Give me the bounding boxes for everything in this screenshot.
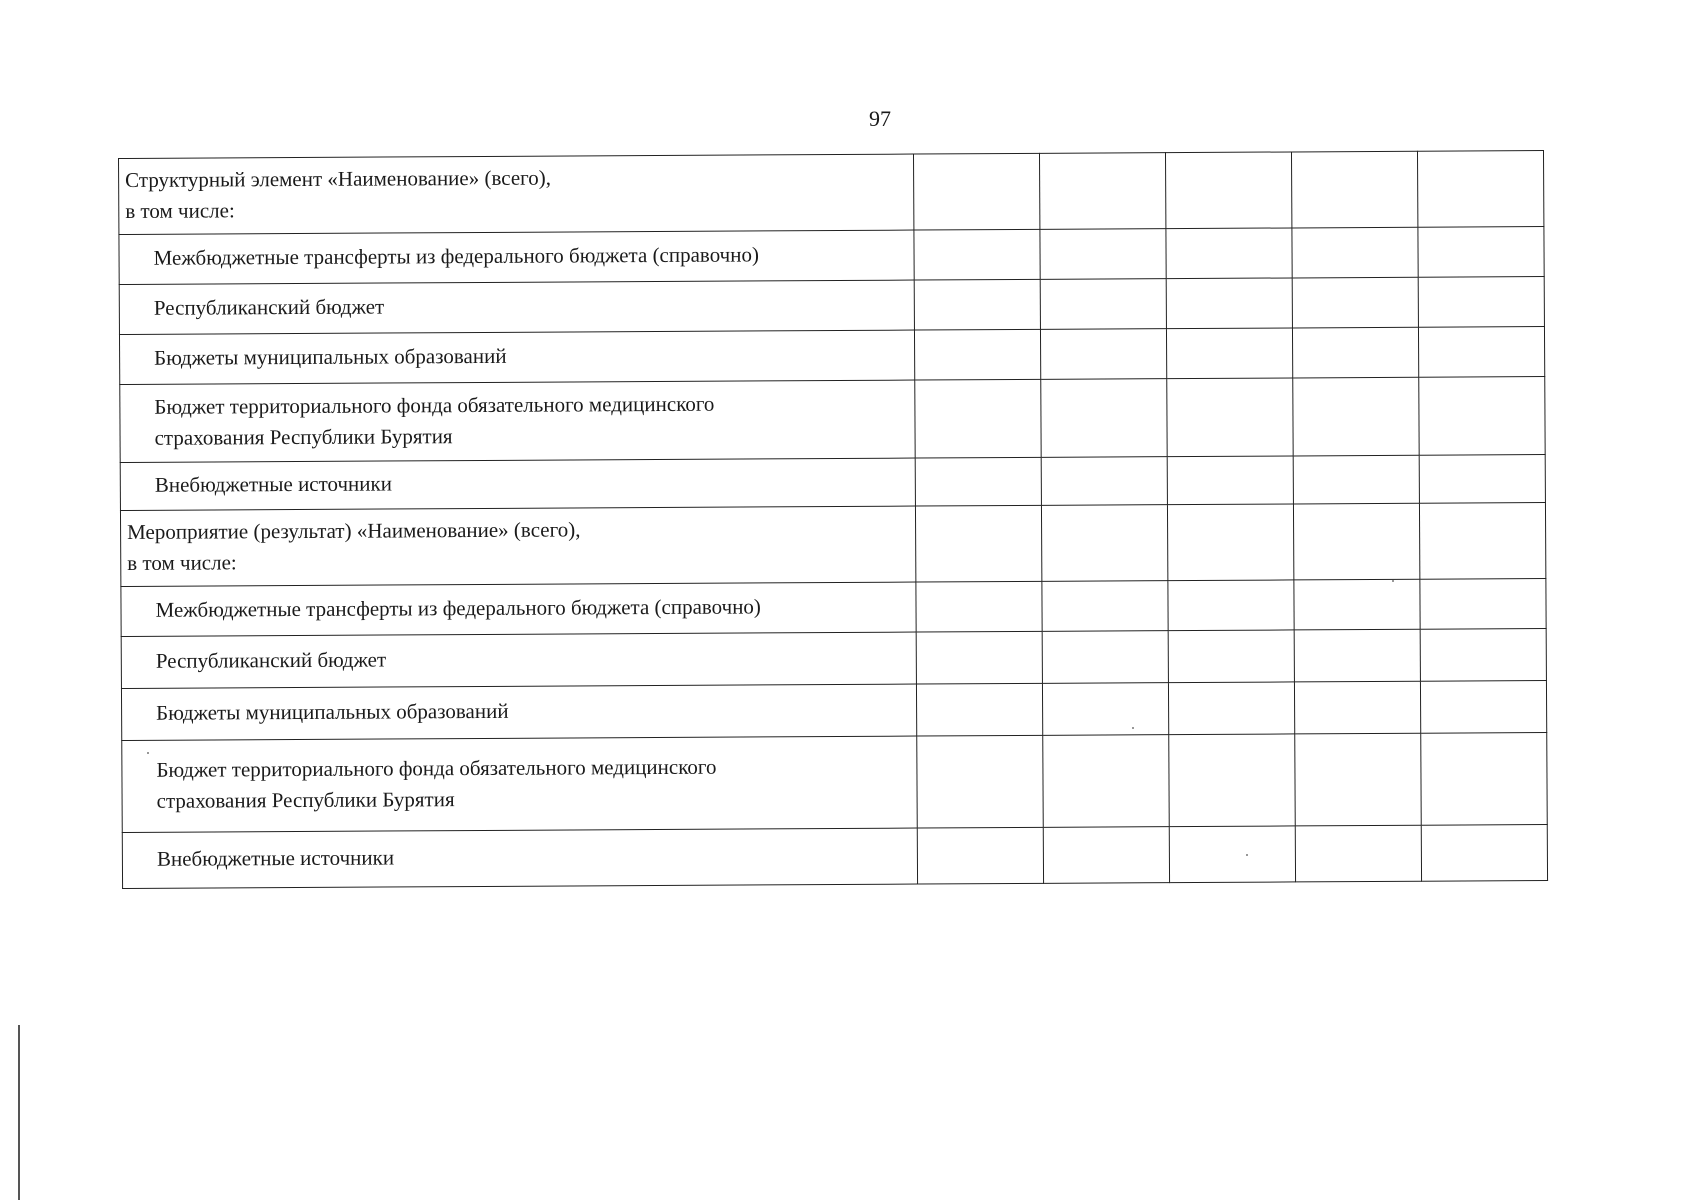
value-cell [915, 379, 1041, 458]
value-cell [1042, 683, 1168, 736]
row-label: Межбюджетные трансферты из федерального бюджета (справочно) [155, 594, 761, 622]
row-label: Бюджет территориального фонда обязательного медицинского [154, 391, 715, 419]
row-label-cell [119, 230, 914, 284]
value-cell [1042, 631, 1168, 684]
row-label-cell [121, 582, 916, 636]
page-number: 97 [869, 106, 891, 131]
value-cell [1168, 630, 1294, 683]
table-row [121, 681, 1546, 741]
value-cell [1041, 457, 1167, 506]
value-cell [1293, 503, 1419, 580]
row-label-continuation: в том числе: [127, 549, 237, 575]
scan-speck [1246, 854, 1248, 856]
value-cell [1041, 505, 1167, 582]
row-label: Бюджет территориального фонда обязательного медицинского [156, 754, 717, 782]
value-cell [1294, 629, 1420, 682]
scan-speck [1132, 727, 1134, 729]
table-row [120, 377, 1545, 463]
value-cell [1419, 503, 1545, 580]
row-label-cell [121, 632, 916, 688]
value-cell [1417, 151, 1543, 228]
value-cell [1295, 733, 1422, 826]
value-cell [1292, 227, 1418, 278]
scan-edge-line [18, 1025, 20, 1200]
value-cell [913, 153, 1039, 230]
row-label: Структурный элемент «Наименование» (всего), [125, 165, 552, 192]
value-cell [1420, 681, 1546, 734]
value-cell [914, 229, 1040, 280]
value-cell [1169, 734, 1296, 827]
row-label-continuation: страхования Республики Бурятия [154, 423, 453, 450]
value-cell [1294, 681, 1420, 734]
value-cell [1291, 151, 1417, 228]
value-cell [1040, 329, 1166, 380]
value-cell [1293, 377, 1419, 456]
value-cell [1039, 153, 1165, 230]
table-row-section [120, 503, 1545, 587]
value-cell [1168, 580, 1294, 631]
value-cell [1166, 328, 1292, 379]
value-cell [1167, 456, 1293, 505]
row-label-cell [120, 458, 915, 510]
table-row [119, 327, 1544, 385]
row-label-cell [119, 154, 914, 234]
table-row-section [119, 151, 1544, 235]
value-cell [914, 329, 1040, 380]
row-label-cell [121, 684, 916, 740]
row-label: Внебюджетные источники [154, 471, 392, 497]
value-cell [915, 457, 1041, 506]
value-cell [914, 279, 1040, 330]
value-cell [1165, 152, 1291, 229]
value-cell [1292, 277, 1418, 328]
table-row [119, 277, 1544, 335]
row-label-cell [119, 280, 914, 334]
row-label-cell [120, 506, 915, 586]
row-label: Бюджеты муниципальных образований [156, 698, 509, 725]
scan-speck [1392, 580, 1394, 582]
value-cell [916, 683, 1042, 736]
table-row [121, 579, 1546, 637]
row-label: Республиканский бюджет [153, 294, 385, 320]
table-row [119, 227, 1544, 285]
row-label: Бюджеты муниципальных образований [154, 343, 507, 370]
value-cell [917, 827, 1043, 884]
value-cell [1167, 378, 1293, 457]
value-cell [1040, 229, 1166, 280]
value-cell [1166, 228, 1292, 279]
value-cell [1294, 579, 1420, 630]
value-cell [1042, 581, 1168, 632]
value-cell [1421, 825, 1547, 882]
value-cell [1418, 327, 1544, 378]
value-cell [916, 631, 1042, 684]
value-cell [1166, 278, 1292, 329]
budget-table-sheet [118, 150, 1548, 889]
value-cell [1421, 733, 1548, 826]
value-cell [1419, 455, 1545, 504]
row-label: Внебюджетные источники [156, 845, 395, 871]
value-cell [1041, 379, 1167, 458]
value-cell [1418, 277, 1544, 328]
table-row [121, 629, 1546, 689]
row-label-cell [120, 380, 915, 462]
row-label-cell [122, 736, 918, 832]
value-cell [1168, 682, 1294, 735]
value-cell [1420, 629, 1546, 682]
row-label-cell [122, 828, 917, 888]
row-label: Мероприятие (результат) «Наименование» (всего), [127, 516, 581, 544]
table-row [122, 733, 1547, 833]
table-row [120, 455, 1545, 511]
row-label: Межбюджетные трансферты из федерального бюджета (справочно) [153, 242, 759, 270]
row-label-continuation: страхования Республики Бурятия [156, 786, 455, 813]
value-cell [1295, 825, 1421, 882]
value-cell [917, 735, 1044, 828]
row-label-cell [119, 330, 914, 384]
value-cell [1419, 377, 1545, 456]
row-label-continuation: в том числе: [125, 197, 235, 223]
value-cell [1043, 735, 1170, 828]
value-cell [915, 505, 1041, 582]
table-row [122, 825, 1547, 889]
budget-table [118, 150, 1548, 889]
row-label: Республиканский бюджет [155, 647, 387, 673]
value-cell [916, 581, 1042, 632]
value-cell [1420, 579, 1546, 630]
value-cell [1292, 327, 1418, 378]
value-cell [1043, 827, 1169, 884]
value-cell [1293, 455, 1419, 504]
value-cell [1418, 227, 1544, 278]
scan-speck [147, 752, 149, 754]
value-cell [1167, 504, 1293, 581]
value-cell [1040, 279, 1166, 330]
value-cell [1169, 826, 1295, 883]
